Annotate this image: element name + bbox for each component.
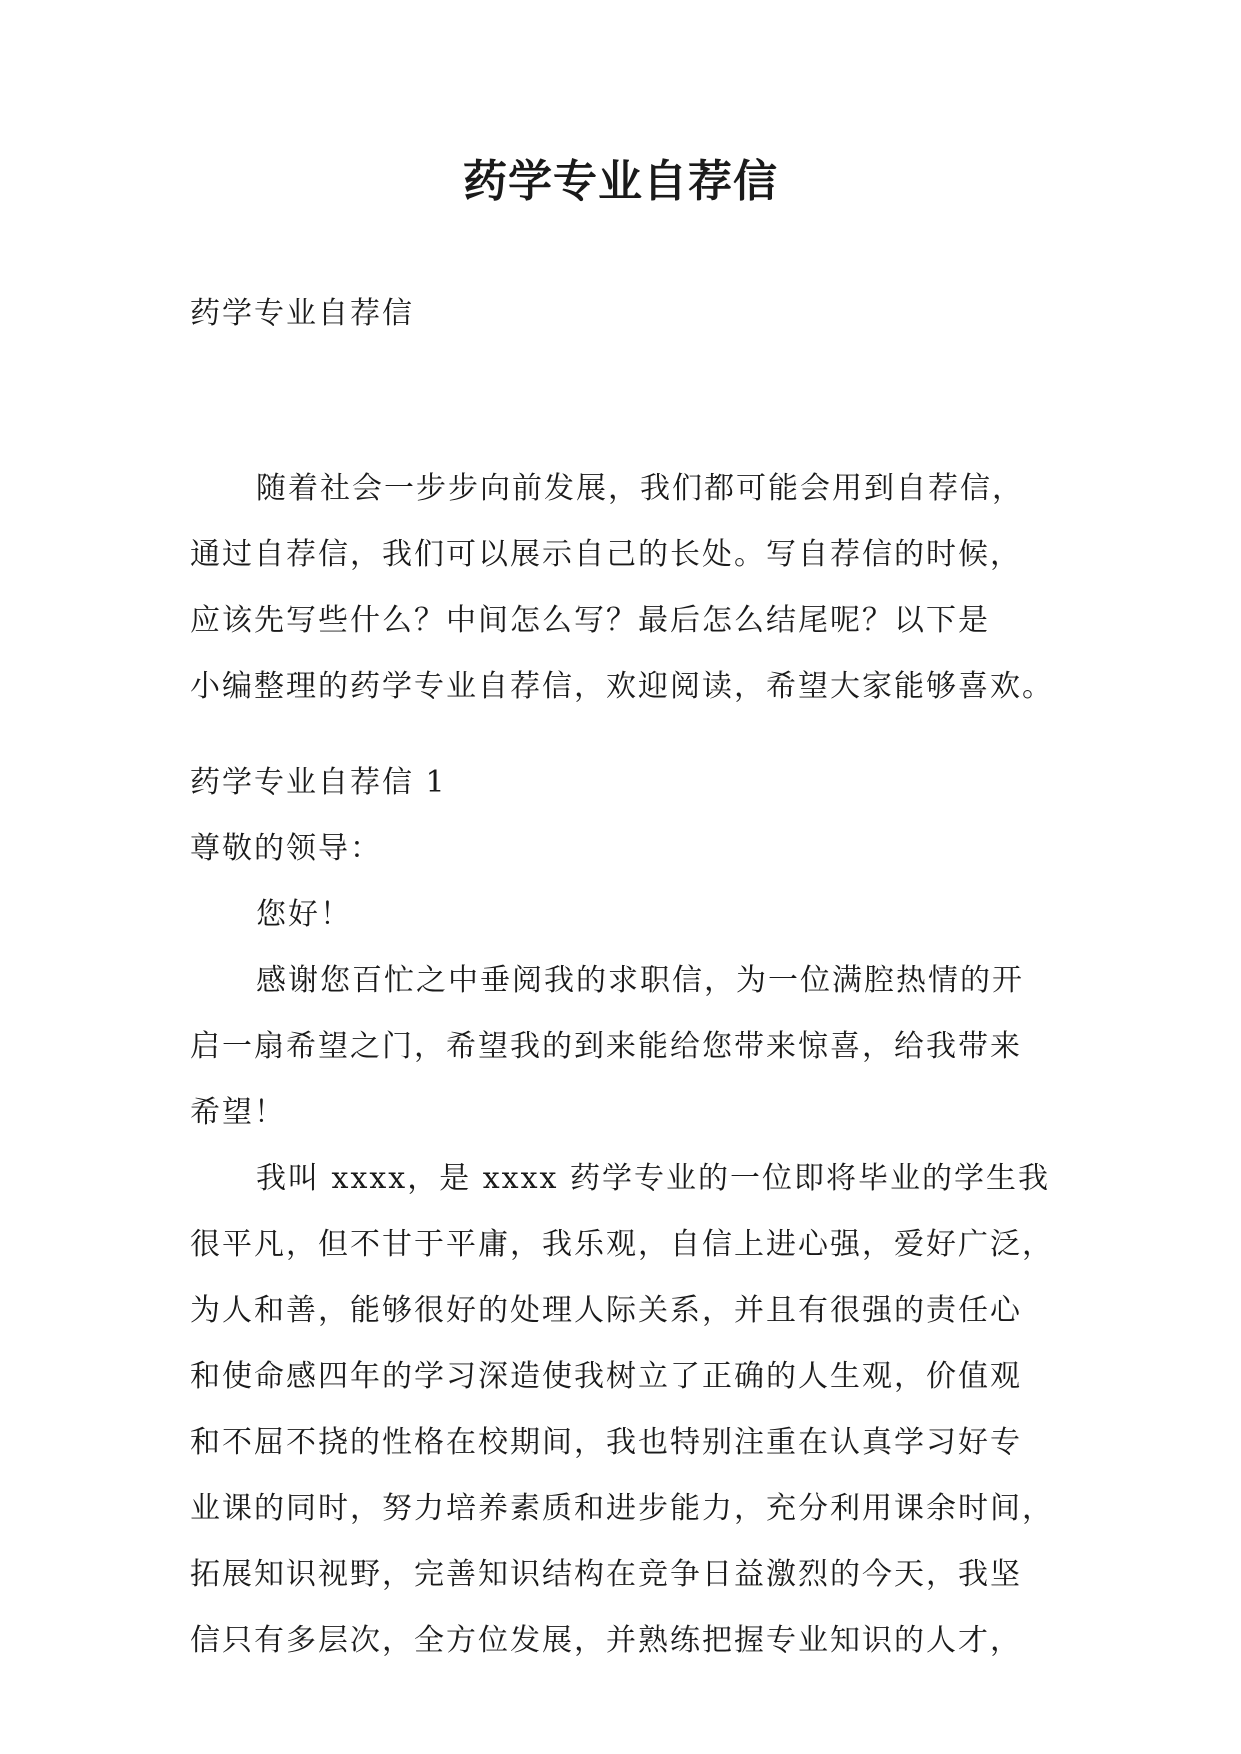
paragraph-line: 我叫 xxxx，是 xxxx 药学专业的一位即将毕业的学生我 [256, 1161, 1050, 1196]
paragraph-line: 和不屈不挠的性格在校期间，我也特别注重在认真学习好专 [190, 1425, 1022, 1460]
intro-line: 小编整理的药学专业自荐信，欢迎阅读，希望大家能够喜欢。 [190, 669, 1054, 704]
paragraph-line: 启一扇希望之门，希望我的到来能给您带来惊喜，给我带来 [190, 1029, 1022, 1064]
letter-salutation: 尊敬的领导： [190, 831, 382, 866]
intro-line: 随着社会一步步向前发展，我们都可能会用到自荐信， [256, 471, 1024, 506]
paragraph-line: 很平凡，但不甘于平庸，我乐观，自信上进心强，爱好广泛， [190, 1227, 1054, 1262]
letter-body [190, 750, 1054, 1674]
intro-line: 应该先写些什么？中间怎么写？最后怎么结尾呢？以下是 [190, 603, 990, 638]
paragraph-line: 拓展知识视野，完善知识结构在竞争日益激烈的今天，我坚 [190, 1557, 1022, 1592]
paragraph-line: 和使命感四年的学习深造使我树立了正确的人生观，价值观 [190, 1359, 1022, 1394]
intro-paragraph [190, 456, 1054, 720]
subtitle-line: 药学专业自荐信 [190, 296, 414, 331]
document-subtitle [190, 281, 1050, 347]
paragraph-line: 希望！ [190, 1095, 286, 1130]
letter-heading: 药学专业自荐信 1 [190, 765, 447, 800]
paragraph-line: 信只有多层次，全方位发展，并熟练把握专业知识的人才， [190, 1623, 1022, 1658]
intro-line: 通过自荐信，我们可以展示自己的长处。写自荐信的时候， [190, 537, 1022, 572]
paragraph-line: 感谢您百忙之中垂阅我的求职信，为一位满腔热情的开 [256, 963, 1024, 998]
paragraph-line: 业课的同时，努力培养素质和进步能力，充分利用课余时间， [190, 1491, 1054, 1526]
letter-greeting: 您好！ [256, 897, 352, 932]
document-title: 药学专业自荐信 [463, 156, 778, 207]
paragraph-line: 为人和善，能够很好的处理人际关系，并且有很强的责任心 [190, 1293, 1022, 1328]
